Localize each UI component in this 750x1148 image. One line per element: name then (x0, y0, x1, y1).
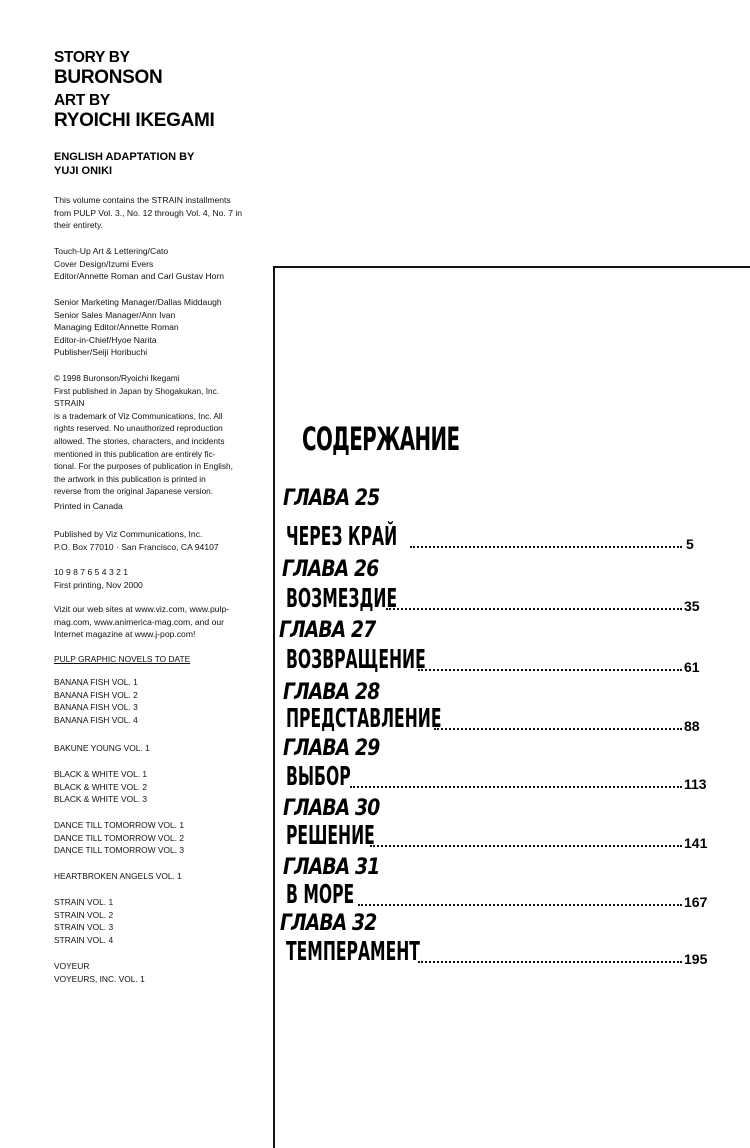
dot-leader (418, 961, 682, 963)
dot-leader (370, 845, 682, 847)
volume-note: This volume contains the STRAIN installments from PULP Vol. 3., No. 12 through Vol. 4, No. 7 in their entirety. (54, 195, 243, 231)
book-group-black-white: BLACK & WHITE VOL. 1 BLACK & WHITE VOL. 2 BLACK & WHITE VOL. 3 (54, 769, 148, 805)
chapter-title: РЕШЕНИЕ (286, 821, 375, 851)
toc-entry[interactable] (0, 823, 750, 851)
toc-entry[interactable] (0, 764, 750, 792)
story-by-label: STORY BY (54, 49, 130, 66)
page-number: 61 (684, 659, 700, 675)
chapter-label: ГЛАВА 28 (283, 680, 380, 705)
book-group-banana-fish: BANANA FISH VOL. 1 BANANA FISH VOL. 2 BANANA FISH VOL. 3 BANANA FISH VOL. 4 (54, 677, 138, 725)
page-number: 195 (684, 951, 708, 967)
chapter-label: ГЛАВА 29 (283, 736, 380, 761)
toc-entry[interactable] (0, 939, 750, 967)
web-sites-note: Vizit our web sites at www.viz.com, www.pulp- mag.com, www.animerica-mag.com, and our Internet magazine at www.j-pop.com! (54, 604, 230, 640)
dot-leader (358, 904, 682, 906)
book-group-voyeur: VOYEUR VOYEURS, INC. VOL. 1 (54, 961, 145, 984)
chapter-title: ПРЕДСТАВЛЕНИЕ (286, 704, 442, 734)
book-group-heartbroken: HEARTBROKEN ANGELS VOL. 1 (54, 871, 182, 881)
book-group-strain: STRAIN VOL. 1 STRAIN VOL. 2 STRAIN VOL. 3 STRAIN VOL. 4 (54, 897, 114, 945)
page-number: 167 (684, 894, 708, 910)
book-group-dance: DANCE TILL TOMORROW VOL. 1 DANCE TILL TOMORROW VOL. 2 DANCE TILL TOMORROW VOL. 3 (54, 820, 184, 856)
toc-entry[interactable] (0, 647, 750, 675)
page-number: 35 (684, 598, 700, 614)
page-number: 141 (684, 835, 708, 851)
adaptation-label: ENGLISH ADAPTATION BY (54, 151, 195, 163)
chapter-label: ГЛАВА 26 (282, 557, 379, 582)
chapter-label: ГЛАВА 27 (279, 618, 376, 643)
chapter-label: ГЛАВА 25 (283, 486, 380, 511)
book-group-bakune: BAKUNE YOUNG VOL. 1 (54, 743, 150, 753)
chapter-label: ГЛАВА 31 (283, 855, 380, 880)
chapter-title: ВОЗМЕЗДИЕ (286, 584, 398, 614)
art-author: RYOICHI IKEGAMI (54, 110, 215, 131)
printing-info: 10 9 8 7 6 5 4 3 2 1 First printing, Nov 2000 (54, 567, 143, 590)
chapter-title: ТЕМПЕРАМЕНТ (286, 937, 420, 967)
copyright-notice: © 1998 Buronson/Ryoichi Ikegami First published in Japan by Shogakukan, Inc. STRAIN is a trademark of Viz Communications, Inc. All rights reserved. No unauthorized reproduction allowed. The stories, characters, and incidents mentioned in this publication are entirely fic- tional. For the purposes of publication in English, the artwork in this publication is printed in reverse from the original Japanese version. (54, 373, 233, 497)
publisher-address: Published by Viz Communications, Inc. P.O. Box 77010 · San Francisco, CA 94107 (54, 529, 219, 552)
staff-list-1: Touch-Up Art & Lettering/Cato Cover Design/Izumi Evers Editor/Annette Roman and Carl Gustav Horn (54, 246, 225, 282)
adaptation-credit (54, 150, 194, 178)
dot-leader (350, 786, 682, 788)
printed-in: Printed in Canada (54, 501, 123, 511)
page-number: 88 (684, 718, 700, 734)
art-by-label: ART BY (54, 92, 110, 109)
dot-leader (418, 669, 682, 671)
chapter-title: ВОЗВРАЩЕНИЕ (286, 645, 426, 675)
toc-entry[interactable] (0, 524, 750, 552)
chapter-title: ЧЕРЕЗ КРАЙ (286, 522, 398, 552)
toc-title: СОДЕРЖАНИЕ (302, 420, 460, 458)
chapter-title: ВЫБОР (286, 762, 351, 792)
dot-leader (386, 608, 682, 610)
adaptation-author: YUJI ONIKI (54, 165, 113, 177)
toc-entry[interactable] (0, 586, 750, 614)
page-number: 5 (686, 536, 694, 552)
toc-entry[interactable] (0, 882, 750, 910)
chapter-label: ГЛАВА 30 (283, 796, 380, 821)
dot-leader (434, 728, 682, 730)
toc-entry[interactable] (0, 706, 750, 734)
dot-leader (410, 546, 682, 548)
chapter-title: В МОРЕ (286, 880, 355, 910)
story-author: BURONSON (54, 67, 163, 88)
page-number: 113 (684, 776, 707, 792)
pulp-list-title: PULP GRAPHIC NOVELS TO DATE (54, 654, 191, 664)
chapter-label: ГЛАВА 32 (280, 911, 377, 936)
staff-list-2: Senior Marketing Manager/Dallas Middaugh Senior Sales Manager/Ann Ivan Managing Editor/Annette Roman Editor-in-Chief/Hyoe Narita Publisher/Seiji Horibuchi (54, 297, 222, 358)
